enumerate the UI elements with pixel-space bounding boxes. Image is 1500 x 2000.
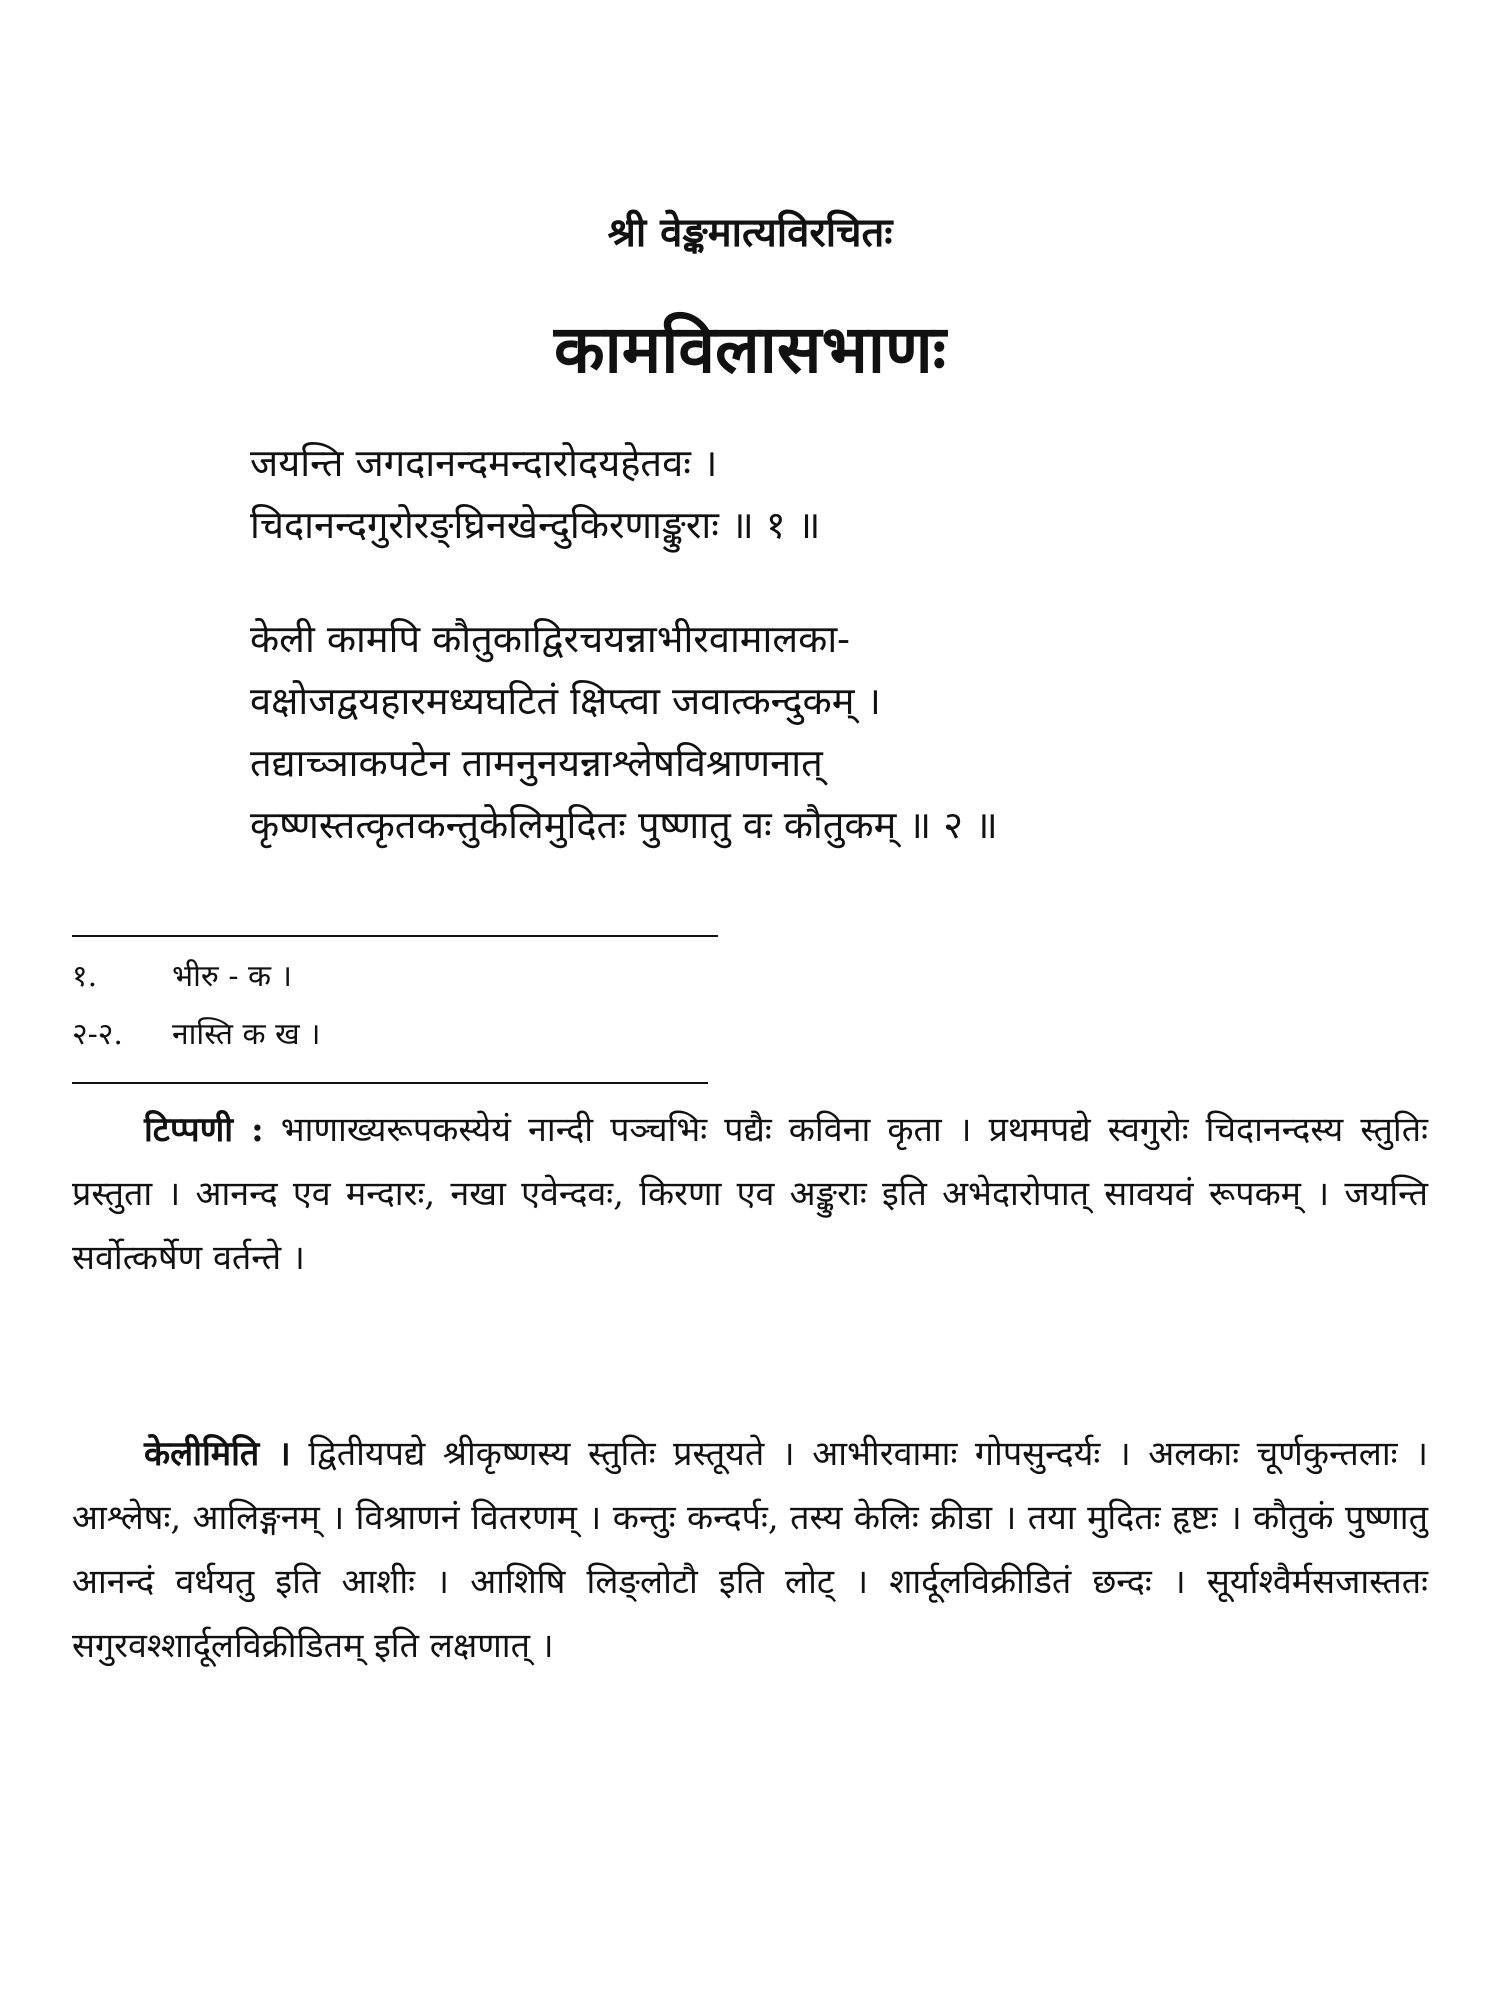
footnote-item	[72, 1006, 772, 1064]
commentary-paragraph-1	[72, 1098, 1428, 1290]
footnote-text: भीरु - क ।	[172, 959, 292, 994]
verse-line: चिदानन्दगुरोरङ्घ्रिनखेन्दुकिरणाङ्कुराः ॥ १ ॥	[250, 503, 821, 547]
commentary-text: भाणाख्यरूपकस्येयं नान्दी पञ्चभिः पद्यैः कविना कृता । प्रथमपद्ये स्वगुरोः चिदानन्दस्य स्तुतिः प्रस्तुता । आनन्द एव मन्दारः, नखा एवेन्दवः, किरणा एव अङ्कुराः इति अभेदारोपात् सावयवं रूपकम् । जयन्ति सर्वोत्कर्षेण वर्तन्ते ।	[72, 1110, 1428, 1278]
commentary-heading: केलीमिति ।	[144, 1434, 291, 1474]
verse-line: तद्याच्ञाकपटेन तामनुनयन्नाश्लेषविश्राणनात्	[250, 741, 823, 785]
author-attribution: श्री वेङ्कमात्यविरचितः	[607, 210, 893, 256]
footnote-item	[72, 948, 772, 1006]
verse-line: कृष्णस्तत्कृतकन्तुकेलिमुदितः पुष्णातु वः कौतुकम् ॥ २ ॥	[250, 803, 998, 847]
footnote-text: नास्ति क ख ।	[172, 1017, 321, 1052]
verse-1	[250, 432, 1400, 556]
commentary-paragraph-2	[72, 1422, 1428, 1678]
footnote-number: १.	[72, 959, 98, 994]
verse-line: वक्षोजद्वयहारमध्यघटितं क्षिप्त्वा जवात्कन्दुकम् ।	[250, 679, 881, 723]
verse-2	[250, 608, 1400, 856]
commentary-text: द्वितीयपद्ये श्रीकृष्णस्य स्तुतिः प्रस्तूयते । आभीरवामाः गोपसुन्दर्यः । अलकाः चूर्णकुन्तलाः । आश्लेषः, आलिङ्गनम् । विश्राणनं वितरणम् । कन्तुः कन्दर्पः, तस्य केलिः क्रीडा । तया मुदितः हृष्टः । कौतुकं पुष्णातु आनन्दं वर्धयतु इति आशीः । आशिषि लिङ्लोटौ इति लोट् । शार्दूलविक्रीडितं छन्दः । सूर्याश्वैर्मसजास्ततः सगुरवश्शार्दूलविक्रीडितम् इति लक्षणात् ।	[72, 1434, 1428, 1666]
work-title: कामविलासभाणः	[553, 311, 947, 388]
footnotes	[72, 948, 772, 1064]
footnote-divider-top	[72, 935, 718, 937]
commentary-heading: टिप्पणी :	[144, 1110, 264, 1150]
footnote-number: २-२.	[72, 1017, 123, 1052]
footnote-divider-bottom	[72, 1082, 708, 1084]
verse-line: केली कामपि कौतुकाद्विरचयन्नाभीरवामालका-	[250, 617, 851, 661]
verse-line: जयन्ति जगदानन्दमन्दारोदयहेतवः ।	[250, 441, 718, 485]
